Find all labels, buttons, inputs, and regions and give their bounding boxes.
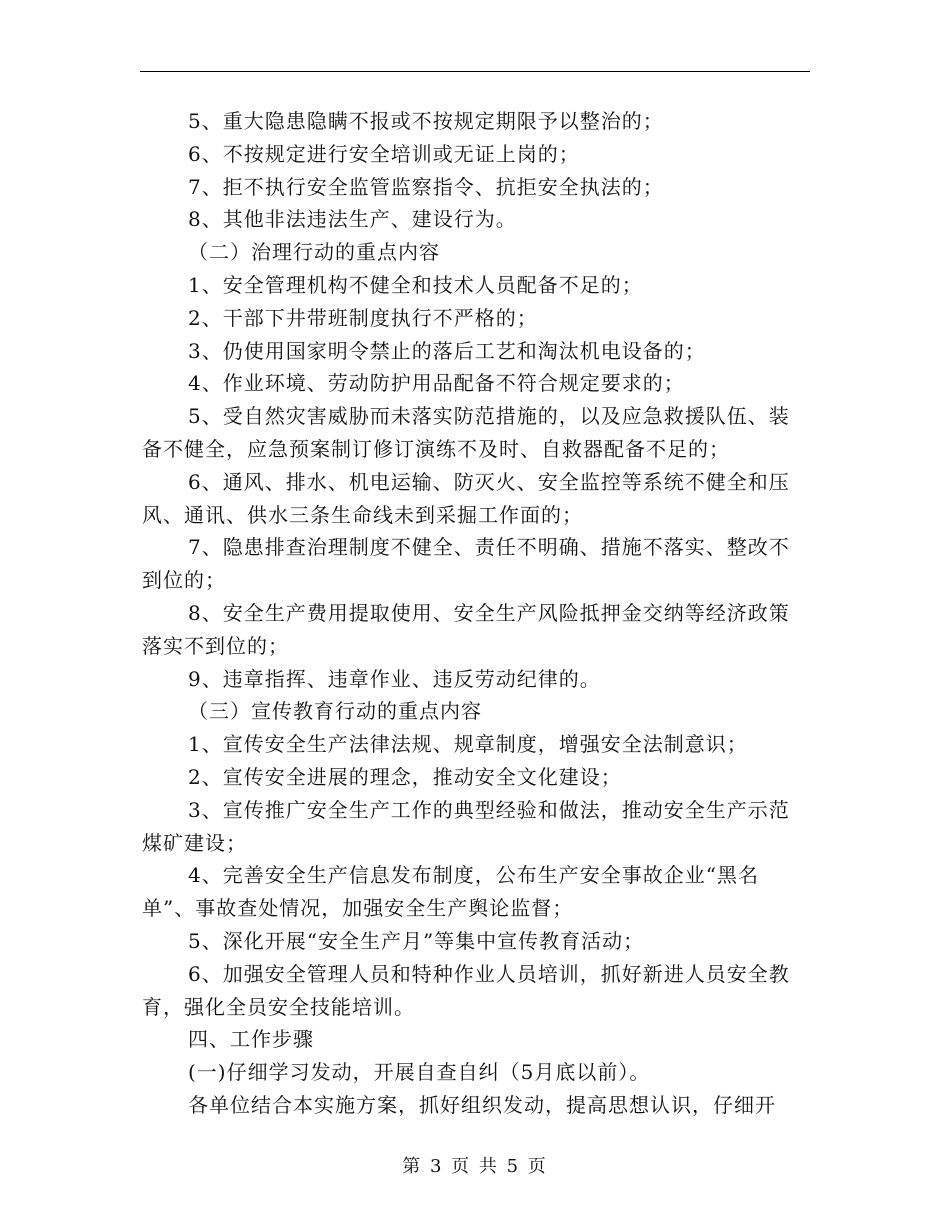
text-line: 落实不到位的； <box>142 633 289 658</box>
text-line: 5、深化开展“安全生产月”等集中宣传教育活动； <box>188 928 645 953</box>
text-line: 3、宣传推广安全生产工作的典型经验和做法，推动安全生产示范 <box>188 797 790 822</box>
document-body <box>142 105 810 1122</box>
text-line: 6、通风、排水、机电运输、防灭火、安全监控等系统不健全和压 <box>188 469 790 494</box>
text-line: 4、作业环境、劳动防护用品配备不符合规定要求的； <box>188 371 685 396</box>
text-line: 到位的； <box>142 568 226 593</box>
text-line: 各单位结合本实施方案，抓好组织发动，提高思想认识，仔细开 <box>188 1092 776 1117</box>
page-footer: 第 3 页 共 5 页 <box>402 1156 548 1177</box>
text-line: 风、通讯、供水三条生命线未到采掘工作面的； <box>142 502 583 527</box>
text-line: 9、违章指挥、违章作业、违反劳动纪律的。 <box>188 666 601 691</box>
text-line: 6、不按规定进行安全培训或无证上岗的； <box>188 141 580 166</box>
text-line: （二）治理行动的重点内容 <box>188 240 440 265</box>
text-line: 四、工作步骤 <box>188 1027 314 1052</box>
text-line: 6、加强安全管理人员和特种作业人员培训，抓好新进人员安全教 <box>188 961 790 986</box>
text-line: （三）宣传教育行动的重点内容 <box>188 699 482 724</box>
text-line: 1、安全管理机构不健全和技术人员配备不足的； <box>188 272 643 297</box>
text-line: 煤矿建设； <box>142 830 247 855</box>
text-line: 8、安全生产费用提取使用、安全生产风险抵押金交纳等经济政策 <box>188 600 790 625</box>
text-line: 育，强化全员安全技能培训。 <box>142 994 415 1019</box>
text-line: (一)仔细学习发动，开展自查自纠（5月底以前）。 <box>188 1060 651 1085</box>
text-line: 7、隐患排查治理制度不健全、责任不明确、措施不落实、整改不 <box>188 535 790 560</box>
text-line: 5、重大隐患隐瞒不报或不按规定期限予以整治的； <box>188 109 664 133</box>
header-rule <box>140 71 810 72</box>
text-line: 1、宣传安全生产法律法规、规章制度，增强安全法制意识； <box>188 732 748 757</box>
text-line: 3、仍使用国家明令禁止的落后工艺和淘汰机电设备的； <box>188 338 706 363</box>
text-line: 7、拒不执行安全监管监察指令、抗拒安全执法的； <box>188 174 664 199</box>
text-line: 5、受自然灾害威胁而未落实防范措施的，以及应急救援队伍、装 <box>188 404 790 429</box>
text-line: 备不健全，应急预案制订修订演练不及时、自救器配备不足的； <box>142 436 730 461</box>
text-line: 单”、事故查处情况，加强安全生产舆论监督； <box>142 896 574 921</box>
text-line: 4、完善安全生产信息发布制度，公布生产安全事故企业“黑名 <box>188 863 759 888</box>
text-line: 2、宣传安全进展的理念，推动安全文化建设； <box>188 764 622 789</box>
text-line: 8、其他非法违法生产、建设行为。 <box>188 207 517 232</box>
text-line: 2、干部下井带班制度执行不严格的； <box>188 305 538 330</box>
